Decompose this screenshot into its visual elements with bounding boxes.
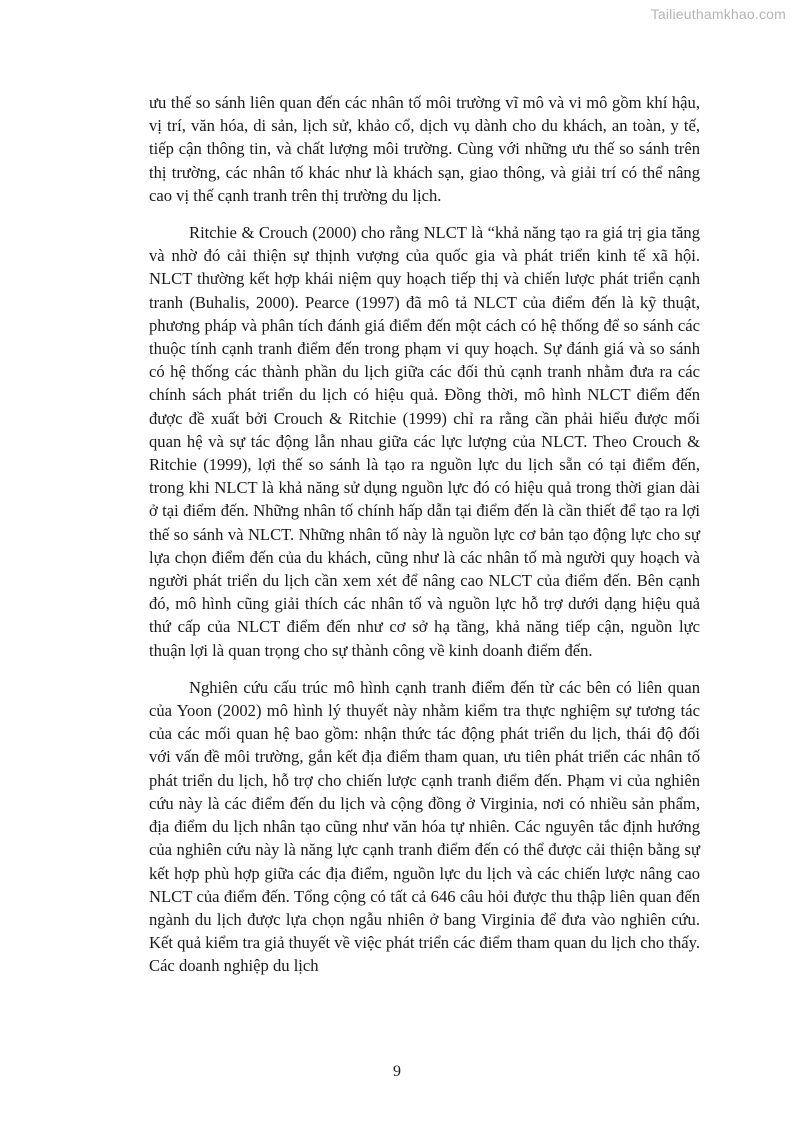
paragraph-1: ưu thế so sánh liên quan đến các nhân tố môi trường vĩ mô và vi mô gồm khí hậu, vị trí, văn hóa, di sản, lịch sử, khảo cổ, dịch vụ dành cho du khách, an toàn, y tế, tiếp cận thông tin, và chất lượng môi trường. Cùng với những ưu thế so sánh trên thị trường, các nhân tố khác như là khách sạn, giao thông, và giải trí có thể nâng cao vị thế cạnh tranh trên thị trường du lịch. [149, 93, 700, 205]
watermark: Tailieuthamkhao.com [650, 6, 786, 22]
document-body [149, 91, 700, 978]
paragraph-2: Ritchie & Crouch (2000) cho rằng NLCT là “khả năng tạo ra giá trị gia tăng và nhờ đó cải thiện sự thịnh vượng của quốc gia và phát triển kinh tế xã hội. NLCT thường kết hợp khái niệm quy hoạch tiếp thị và chiến lược phát triển cạnh tranh (Buhalis, 2000). Pearce (1997) đã mô tả NLCT của điểm đến là kỹ thuật, phương pháp và phân tích đánh giá điểm đến một cách có hệ thống để so sánh các thuộc tính cạnh tranh điểm đến trong phạm vi quy hoạch. Sự đánh giá và so sánh có hệ thống các thành phần du lịch giữa các đối thủ cạnh tranh nhằm đưa ra các chính sách phát triển du lịch có hiệu quả. Đồng thời, mô hình NLCT điểm đến được đề xuất bởi Crouch & Ritchie (1999) chỉ ra rằng cần phải hiểu được mối quan hệ và sự tác động lẫn nhau giữa các lực lượng của NLCT. Theo Crouch & Ritchie (1999), lợi thế so sánh là tạo ra nguồn lực du lịch sẵn có tại điểm đến, trong khi NLCT là khả năng sử dụng nguồn lực đó có hiệu quả trong thời gian dài ở tại điểm đến. Những nhân tố chính hấp dẫn tại điểm đến là cần thiết để tạo ra lợi thế so sánh và NLCT. Những nhân tố này là nguồn lực cơ bản tạo động lực cho sự lựa chọn điểm đến của du khách, cũng như là các nhân tố mà người quy hoạch và người phát triển du lịch cần xem xét để nâng cao NLCT của điểm đến. Bên cạnh đó, mô hình cũng giải thích các nhân tố và nguồn lực hỗ trợ dưới dạng hiệu quả thứ cấp của NLCT điểm đến như cơ sở hạ tầng, khả năng tiếp cận, nguồn lực thuận lợi là quan trọng cho sự thành công về kinh doanh điểm đến. [149, 223, 700, 660]
page-number: 9 [393, 1063, 401, 1080]
paragraph-3: Nghiên cứu cấu trúc mô hình cạnh tranh điểm đến từ các bên có liên quan của Yoon (2002) mô hình lý thuyết này nhằm kiểm tra thực nghiệm sự tương tác của các mối quan hệ bao gồm: nhận thức tác động phát triển du lịch, thái độ đối với vấn đề môi trường, gắn kết địa điểm tham quan, ưu tiên phát triển các nhân tố phát triển du lịch, hỗ trợ cho chiến lược cạnh tranh điểm đến. Phạm vi của nghiên cứu này là các điểm đến du lịch và cộng đồng ở Virginia, nơi có nhiều sản phẩm, địa điểm du lịch nhân tạo cũng như văn hóa tự nhiên. Các nguyên tắc định hướng của nghiên cứu này là năng lực cạnh tranh điểm đến có thể được cải thiện bằng sự kết hợp phù hợp giữa các địa điểm, nguồn lực du lịch và các chiến lược nâng cao NLCT của điểm đến. Tổng cộng có tất cả 646 câu hỏi được thu thập liên quan đến ngành du lịch được lựa chọn ngẫu nhiên ở bang Virginia để đưa vào nghiên cứu. Kết quả kiểm tra giả thuyết về việc phát triển các điểm tham quan du lịch cho thấy. Các doanh nghiệp du lịch [149, 677, 700, 976]
